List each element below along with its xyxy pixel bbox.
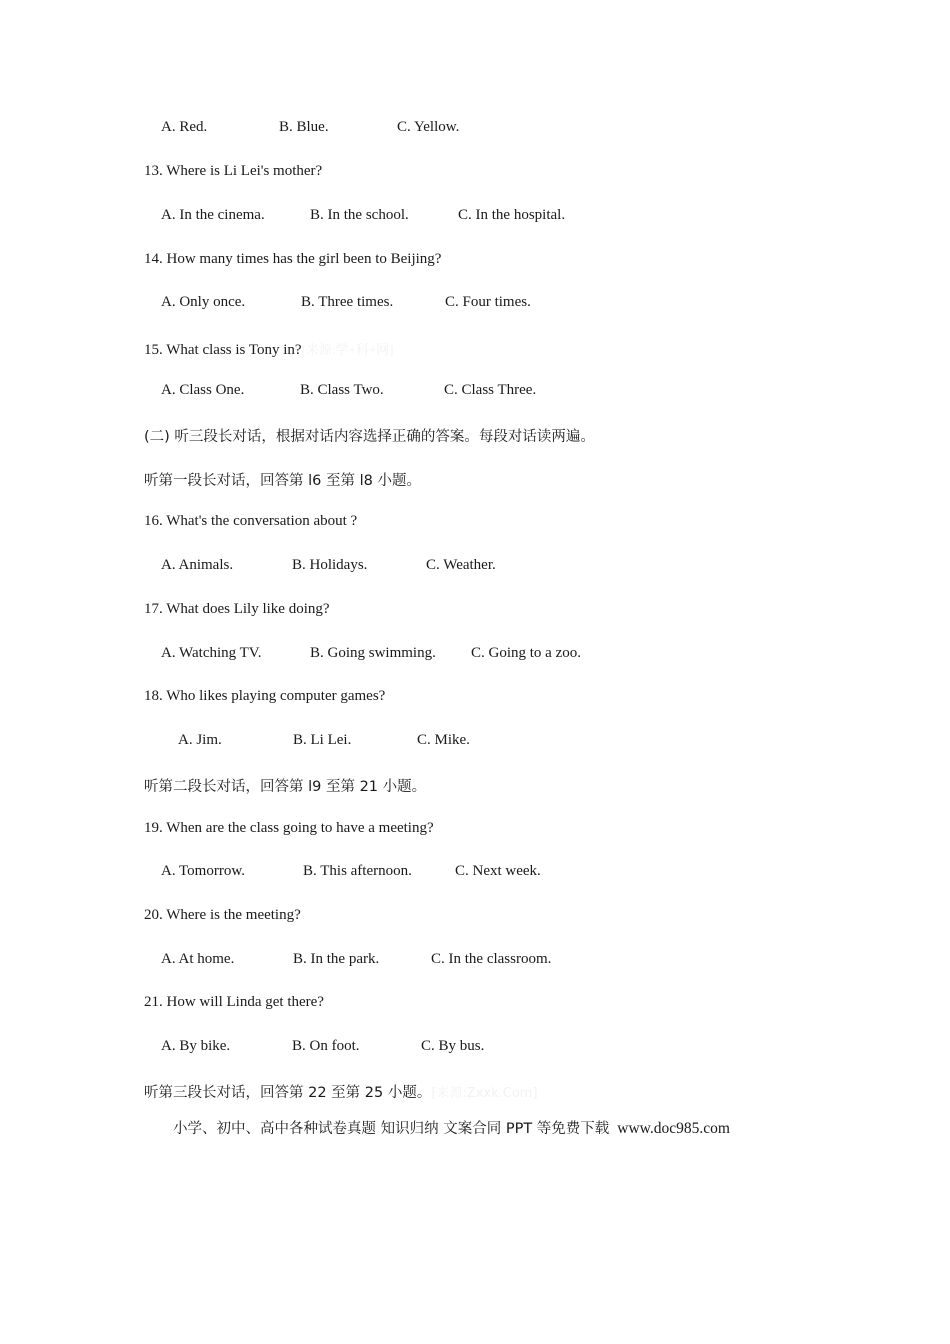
answer-option: B. In the park. — [293, 951, 380, 967]
answer-option: A. In the cinema. — [161, 207, 265, 223]
answer-option: B. On foot. — [292, 1038, 360, 1054]
faint-watermark: [来源:Zxxk.Com] — [431, 1086, 538, 1101]
answer-option: A. Tomorrow. — [161, 863, 245, 879]
answer-option: C. By bus. — [421, 1038, 485, 1054]
question-text — [144, 163, 322, 180]
section-instruction — [144, 1081, 538, 1102]
answer-option: C. Four times. — [445, 294, 531, 310]
footer-url: www.doc985.com — [617, 1120, 730, 1137]
answer-option: A. By bike. — [161, 1038, 231, 1054]
line-text: 21. How will Linda get there? — [144, 994, 324, 1010]
answer-option: C. In the classroom. — [431, 951, 552, 967]
line-text: 17. What does Lily like doing? — [144, 601, 330, 617]
answer-option: B. Blue. — [279, 119, 329, 135]
line-text: (二) 听三段长对话，根据对话内容选择正确的答案。每段对话读两遍。 — [144, 429, 595, 445]
section-instruction — [144, 425, 595, 446]
section-instruction — [144, 469, 421, 490]
line-text: 18. Who likes playing computer games? — [144, 688, 386, 704]
line-text: 19. When are the class going to have a meeting? — [144, 820, 434, 836]
answer-option: B. Li Lei. — [293, 732, 352, 748]
line-text: 听第三段长对话，回答第 22 至第 25 小题。 — [144, 1085, 432, 1101]
answer-option: B. Three times. — [301, 294, 394, 310]
question-text — [144, 339, 393, 359]
answer-option: B. Class Two. — [300, 382, 384, 398]
answer-option: C. Mike. — [417, 732, 470, 748]
page-footer — [173, 1117, 730, 1138]
line-text: 听第一段长对话，回答第 l6 至第 l8 小题。 — [144, 473, 421, 489]
answer-option: C. In the hospital. — [458, 207, 566, 223]
question-text — [144, 820, 434, 837]
section-instruction — [144, 775, 426, 796]
answer-option: A. At home. — [161, 951, 235, 967]
answer-option: B. This afternoon. — [303, 863, 412, 879]
answer-option: C. Weather. — [426, 557, 496, 573]
line-text: 听第二段长对话，回答第 l9 至第 21 小题。 — [144, 779, 427, 795]
question-text — [144, 994, 324, 1011]
answer-option: B. Holidays. — [292, 557, 368, 573]
answer-option: A. Watching TV. — [161, 645, 262, 661]
question-text — [144, 688, 385, 705]
question-text — [144, 907, 301, 924]
line-text: 16. What's the conversation about ? — [144, 513, 358, 529]
answer-option: B. Going swimming. — [310, 645, 436, 661]
answer-option: A. Jim. — [178, 732, 222, 748]
answer-option: C. Yellow. — [397, 119, 460, 135]
question-text — [144, 601, 330, 618]
answer-option: C. Going to a zoo. — [471, 645, 581, 661]
answer-option: A. Class One. — [161, 382, 245, 398]
line-text: 20. Where is the meeting? — [144, 907, 301, 923]
line-text: 15. What class is Tony in? — [144, 342, 302, 358]
faint-watermark: [来源:学+科+网] — [301, 342, 394, 357]
answer-option: A. Only once. — [161, 294, 246, 310]
answer-option: B. In the school. — [310, 207, 409, 223]
question-text — [144, 251, 441, 268]
answer-option: A. Animals. — [161, 557, 234, 573]
line-text: 14. How many times has the girl been to Beijing? — [144, 251, 442, 267]
footer-text: 小学、初中、高中各种试卷真题 知识归纳 文案合同 PPT 等免费下载 — [173, 1121, 610, 1137]
question-text — [144, 513, 357, 530]
answer-option: C. Next week. — [455, 863, 541, 879]
line-text: 13. Where is Li Lei's mother? — [144, 163, 323, 179]
answer-option: A. Red. — [161, 119, 208, 135]
answer-option: C. Class Three. — [444, 382, 537, 398]
